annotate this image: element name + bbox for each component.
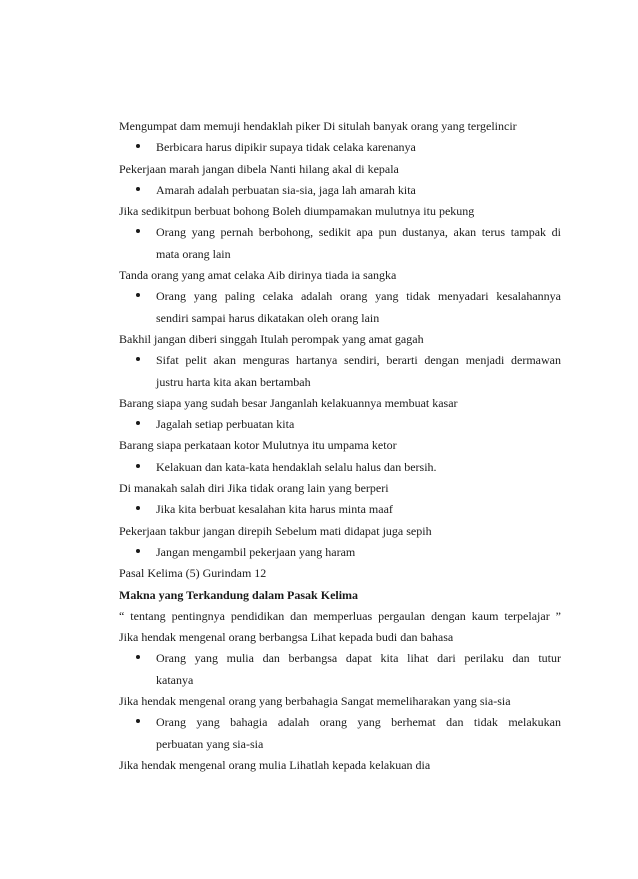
bullet-text-line: Kelakuan dan kata-kata hendaklah selalu halus dan bersih.: [156, 459, 437, 474]
bullet-text-line: Sifat pelit akan menguras hartanya sendiri, berarti dengan menjadi dermawan: [156, 353, 561, 368]
bullet-icon: [136, 187, 140, 191]
bullet-item: [119, 137, 561, 158]
bullet-icon: [136, 229, 140, 233]
text-line: Pekerjaan takbur jangan direpih Sebelum mati didapat juga sepih: [119, 523, 432, 538]
bullet-icon: [136, 549, 140, 553]
bullet-item: [119, 222, 561, 265]
bullet-item: [119, 180, 561, 201]
bullet-text-line: Orang yang pernah berbohong, sedikit apa pun dustanya, akan terus tampak di: [156, 225, 561, 240]
text-line: Di manakah salah diri Jika tidak orang lain yang berperi: [119, 481, 389, 496]
bullet-text-line: sendiri sampai harus dikatakan oleh orang lain: [156, 310, 380, 325]
bullet-text-line: Amarah adalah perbuatan sia-sia, jaga lah amarah kita: [156, 182, 416, 197]
bullet-item: [119, 542, 561, 563]
document-body: [119, 116, 561, 776]
text-line: Mengumpat dam memuji hendaklah piker Di situlah banyak orang yang tergelincir: [119, 119, 517, 133]
bullet-text-line: Jangan mengambil pekerjaan yang haram: [156, 544, 356, 559]
bullet-icon: [136, 655, 140, 659]
text-line: Tanda orang yang amat celaka Aib dirinya tiada ia sangka: [119, 268, 397, 283]
bullet-icon: [136, 357, 140, 361]
bullet-icon: [136, 506, 140, 510]
bullet-text-line: Orang yang mulia dan berbangsa dapat kita lihat dari perilaku dan tutur: [156, 651, 561, 666]
bullet-icon: [136, 464, 140, 468]
text-line: Jika hendak mengenal orang berbangsa Lihat kepada budi dan bahasa: [119, 630, 454, 645]
bullet-icon: [136, 719, 140, 723]
bullet-item: [119, 712, 561, 755]
section-heading: Makna yang Terkandung dalam Pasak Kelima: [119, 587, 359, 602]
bullet-text-line: Berbicara harus dipikir supaya tidak celaka karenanya: [156, 140, 416, 155]
bullet-text-line: perbuatan yang sia-sia: [156, 736, 264, 751]
bullet-item: [119, 648, 561, 691]
bullet-text-line: Jagalah setiap perbuatan kita: [156, 417, 295, 432]
bullet-text-line: justru harta kita akan bertambah: [156, 374, 311, 389]
bullet-text-line: mata orang lain: [156, 246, 231, 261]
text-line: Pekerjaan marah jangan dibela Nanti hilang akal di kepala: [119, 161, 399, 176]
bullet-text-line: Orang yang bahagia adalah orang yang berhemat dan tidak melakukan: [156, 715, 561, 730]
text-line: Pasal Kelima (5) Gurindam 12: [119, 566, 267, 581]
text-line: Barang siapa yang sudah besar Janganlah kelakuannya membuat kasar: [119, 395, 458, 410]
bullet-item: [119, 414, 561, 435]
bullet-text-line: Jika kita berbuat kesalahan kita harus minta maaf: [156, 502, 393, 517]
bullet-text-line: katanya: [156, 672, 194, 687]
bullet-item: [119, 499, 561, 520]
bullet-item: [119, 457, 561, 478]
text-line: Bakhil jangan diberi singgah Itulah perompak yang amat gagah: [119, 331, 424, 346]
text-line: Jika hendak mengenal orang mulia Lihatlah kepada kelakuan dia: [119, 757, 431, 772]
bullet-icon: [136, 421, 140, 425]
bullet-text-line: Orang yang paling celaka adalah orang yang tidak menyadari kesalahannya: [156, 289, 561, 304]
bullet-icon: [136, 293, 140, 297]
text-line: Jika hendak mengenal orang yang berbahagia Sangat memeliharakan yang sia-sia: [119, 694, 511, 709]
bullet-icon: [136, 144, 140, 148]
text-line: Jika sedikitpun berbuat bohong Boleh diumpamakan mulutnya itu pekung: [119, 204, 475, 219]
text-line: “ tentang pentingnya pendidikan dan memperluas pergaulan dengan kaum terpelajar ”: [119, 608, 561, 623]
bullet-item: [119, 286, 561, 329]
bullet-item: [119, 350, 561, 393]
text-line: Barang siapa perkataan kotor Mulutnya itu umpama ketor: [119, 438, 397, 453]
